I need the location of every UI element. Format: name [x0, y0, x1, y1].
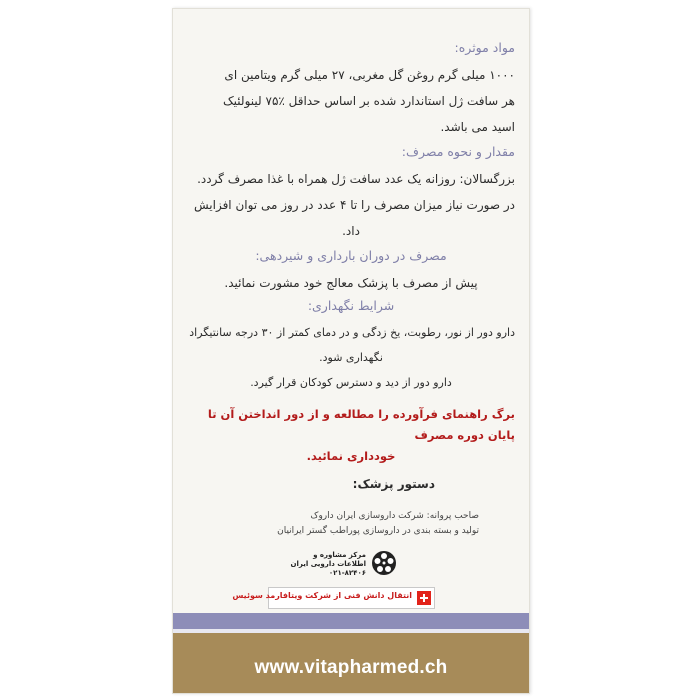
drug-info-center-line: مرکز مشاوره و — [313, 551, 366, 559]
storage-line: دارو دور از نور، رطوبت، یخ زدگی و در دمای کمتر از ۳۰ درجه سانتیگراد — [189, 326, 515, 339]
ingredients-line: هر سافت ژل استاندارد شده بر اساس حداقل ٪۷۵ لینولئیک — [222, 94, 515, 108]
drug-info-phone: ۰۲۱-۸۲۴۰۶ — [328, 569, 366, 577]
prescription-label: دستور پزشک: — [352, 477, 435, 491]
drug-info-center-logo — [290, 549, 398, 579]
drug-info-center-text — [291, 551, 366, 578]
leaflet-panel — [172, 8, 530, 694]
dosage-heading: مقدار و نحوه مصرف: — [401, 144, 515, 159]
manufacturer-credits — [277, 509, 479, 539]
purple-band — [173, 613, 529, 629]
warning-line: برگ راهنمای فرآورده را مطالعه و از دور انداختن آن تا پایان دوره مصرف — [207, 407, 515, 442]
storage-line: نگهداری شود. — [319, 351, 383, 364]
swiss-transfer-badge — [232, 587, 435, 609]
drug-info-center-line: اطلاعات دارویی ایران — [290, 560, 366, 568]
swiss-flag-icon — [417, 591, 431, 605]
license-holder: صاحب پروانه: شرکت داروسازی ایران داروک — [310, 511, 479, 521]
website-url: www.vitapharmed.ch — [254, 657, 448, 678]
leaflet-content — [187, 39, 515, 491]
storage-heading: شرایط نگهداری: — [307, 298, 395, 313]
warning-line: خودداری نمائید. — [306, 449, 396, 463]
pregnancy-line: پیش از مصرف با پزشک معالج خود مشورت نمائید. — [224, 276, 478, 290]
dosage-line: بزرگسالان: روزانه یک عدد سافت ژل همراه با غذا مصرف گردد. — [197, 172, 515, 186]
dosage-line: در صورت نیاز میزان مصرف را تا ۴ عدد در روز می توان افزایش — [193, 198, 515, 212]
dosage-line: داد. — [342, 224, 360, 238]
storage-line: دارو دور از دید و دسترس کودکان قرار گیرد. — [250, 376, 452, 389]
pregnancy-heading: مصرف در دوران بارداری و شیردهی: — [255, 248, 447, 263]
producer: تولید و بسته بندی در داروسازی پوراطب گستر ایرانیان — [277, 526, 479, 536]
ingredients-heading: مواد موثره: — [454, 40, 515, 55]
ingredients-line: اسید می باشد. — [440, 120, 515, 134]
warning-text — [187, 404, 515, 467]
ingredients-line: ۱۰۰۰ میلی گرم روغن گل مغربی، ۲۷ میلی گرم ویتامین ای — [224, 68, 515, 82]
film-reel-icon — [370, 549, 398, 577]
swiss-transfer-text: انتقال دانش فنی از شرکت ویتافارمد سوئیس — [232, 591, 412, 600]
